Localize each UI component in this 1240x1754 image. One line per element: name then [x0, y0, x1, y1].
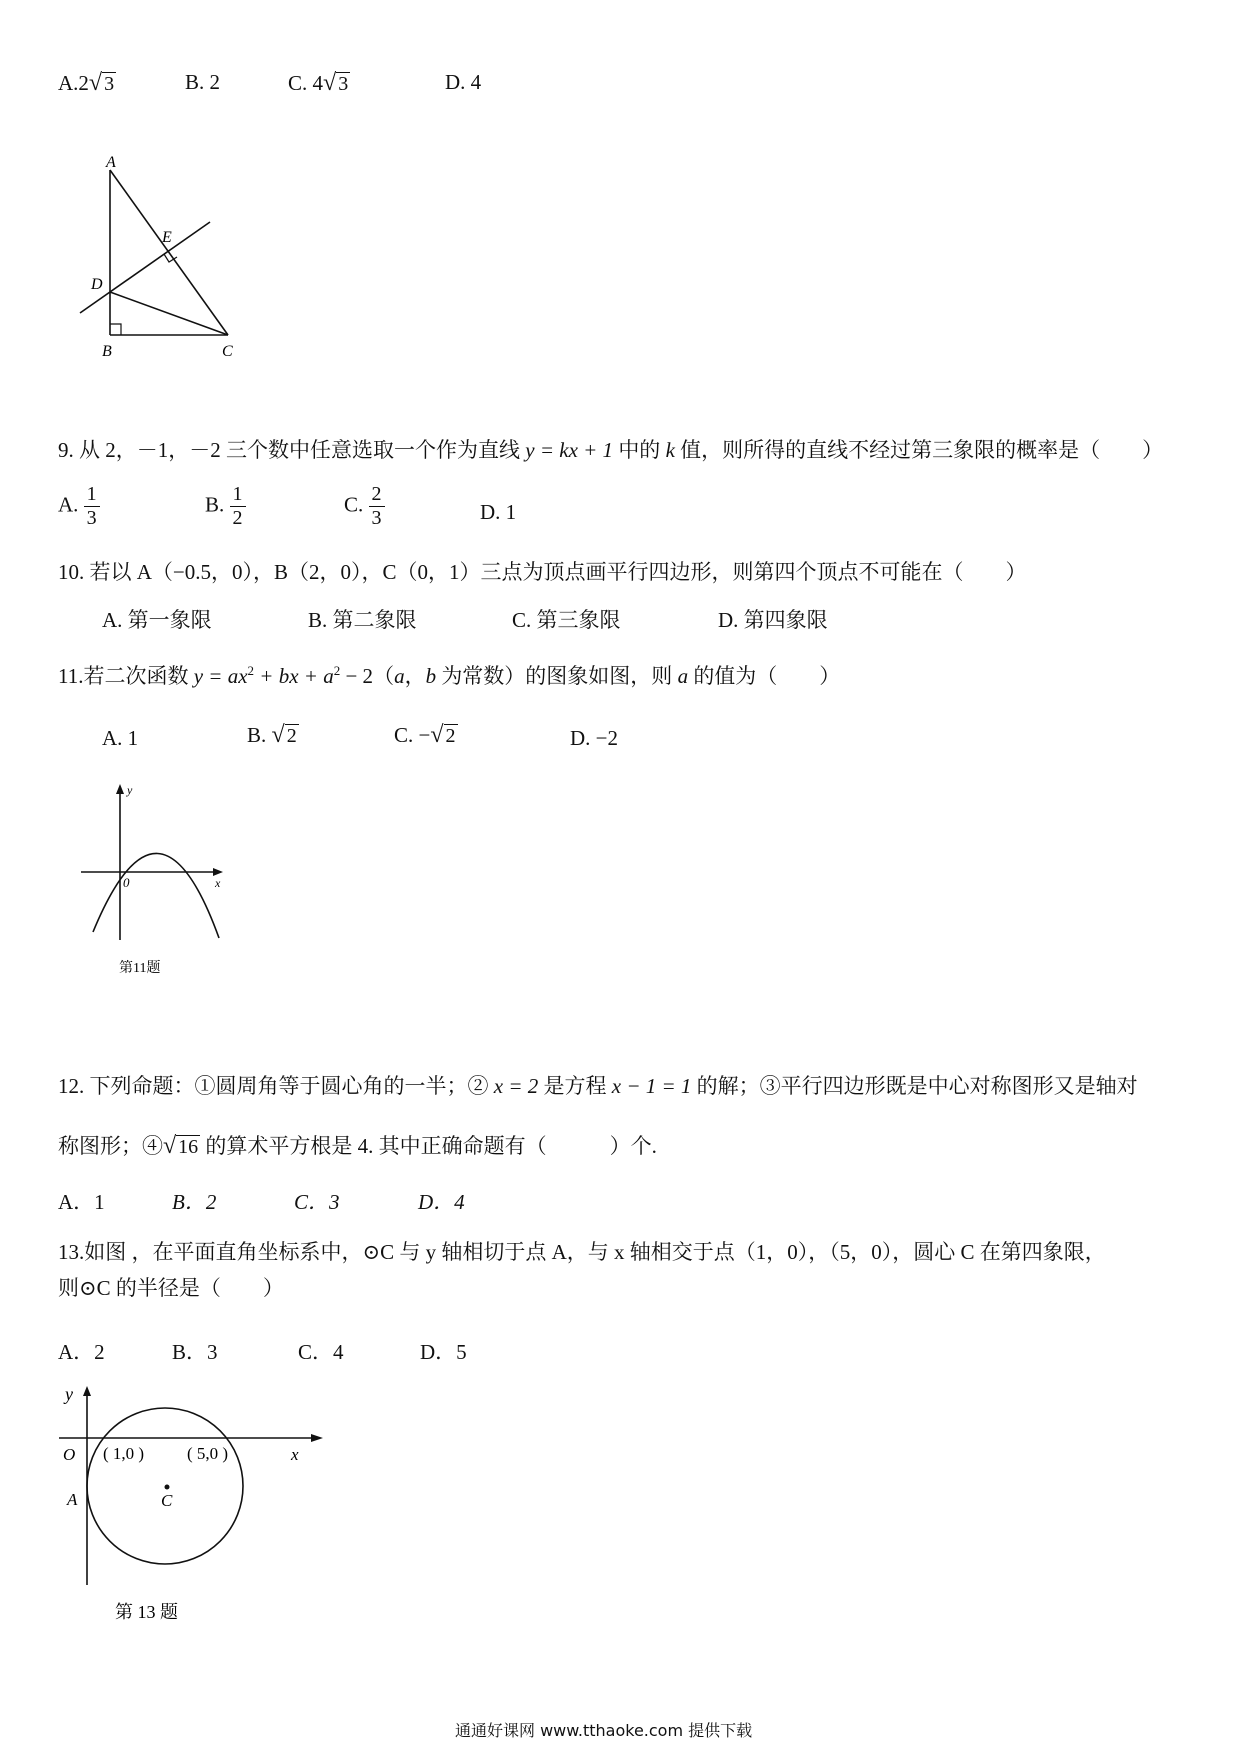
q11-option-a: A. 1 [102, 726, 139, 750]
q11-parabola-figure [75, 780, 235, 985]
q13-origin-label: O [63, 1445, 76, 1464]
q11-option-b: B. √ 2 [247, 722, 297, 748]
q9-option-d: D. 1 [480, 500, 517, 524]
q8-option-c: C. 4√ 3 [288, 70, 349, 96]
q9-option-a: A. $\frac{1}{3}$ [58, 483, 100, 530]
q13-option-d: D．5 [420, 1340, 467, 1364]
q8-label-b: B [102, 343, 112, 360]
q8-triangle-figure [70, 150, 250, 370]
q10-option-a: A. 第一象限 [102, 608, 212, 632]
q13-option-c: C．4 [298, 1340, 344, 1364]
q9-question: 9. 从 2，－1，－2 三个数中任意选取一个作为直线 y = kx + 1 中的 k 值，则所得的直线不经过第三象限的概率是（ ） [58, 438, 1164, 462]
q8-label-e: E [162, 229, 172, 246]
q8-label-d: D [91, 276, 103, 293]
q11-option-c: C. −√ 2 [394, 722, 456, 748]
q9-option-c: C. $\frac{2}{3}$ [344, 483, 385, 530]
q13-x-label: x [291, 1445, 299, 1464]
q13-point-a-label: A [67, 1490, 78, 1509]
q11-option-d: D. −2 [570, 726, 619, 750]
q9-option-b: B. $\frac{1}{2}$ [205, 483, 246, 530]
q13-point1-label: ( 1,0 ) [103, 1444, 145, 1463]
q13-circle-figure [55, 1380, 335, 1630]
q11-x-label: x [215, 876, 221, 890]
q12-option-b: B．2 [172, 1190, 217, 1214]
q10-option-b: B. 第二象限 [308, 608, 417, 632]
q13-center-label: C [161, 1491, 173, 1510]
q13-question-line2: 则⊙C 的半径是（ ） [58, 1276, 284, 1300]
q8-label-a: A [106, 154, 116, 171]
q12-question-line1: 12. 下列命题：①圆周角等于圆心角的一半；② x = 2 是方程 x − 1 = 1 的解；③平行四边形既是中心对称图形又是轴对 [58, 1074, 1138, 1098]
q13-caption: 第 13 题 [115, 1602, 178, 1622]
q11-origin-label: 0 [123, 875, 130, 890]
q10-option-d: D. 第四象限 [718, 608, 828, 632]
q12-option-a: A．1 [58, 1190, 105, 1214]
q11-y-label: y [127, 783, 133, 797]
q12-option-d: D．4 [418, 1190, 465, 1214]
q13-y-label: y [65, 1384, 73, 1404]
q13-option-a: A．2 [58, 1340, 105, 1364]
q11-caption: 第11题 [119, 961, 161, 976]
q12-question-line2: 称图形；④√ 16 的算术平方根是 4. 其中正确命题有（ ）个. [58, 1133, 657, 1159]
q11-question: 11.若二次函数 $y = ax^2$ + bx + $a^2 - 2(a$，b 为常数）的图象如图，则 a 的值为（ ） [58, 663, 841, 688]
q8-label-c: C [222, 343, 233, 360]
q8-option-b: B. 2 [185, 70, 221, 94]
q8-option-d: D. 4 [445, 70, 482, 94]
q10-question: 10. 若以 A（−0.5，0），B（2，0），C（0，1）三点为顶点画平行四边形，则第四个顶点不可能在（ ） [58, 560, 1027, 584]
q8-option-a: A.2√ 3 [58, 70, 115, 96]
q13-option-b: B．3 [172, 1340, 218, 1364]
q13-question-line1: 13.如图 ，在平面直角坐标系中，⊙C 与 y 轴相切于点 A，与 x 轴相交于点（1，0），（5，0），圆心 C 在第四象限， [58, 1240, 1106, 1264]
q10-option-c: C. 第三象限 [512, 608, 621, 632]
page-footer: 通通好课网 www.tthaoke.com 提供下载 [455, 1721, 753, 1740]
q12-option-c: C．3 [294, 1190, 340, 1214]
q13-point2-label: ( 5,0 ) [187, 1444, 229, 1463]
